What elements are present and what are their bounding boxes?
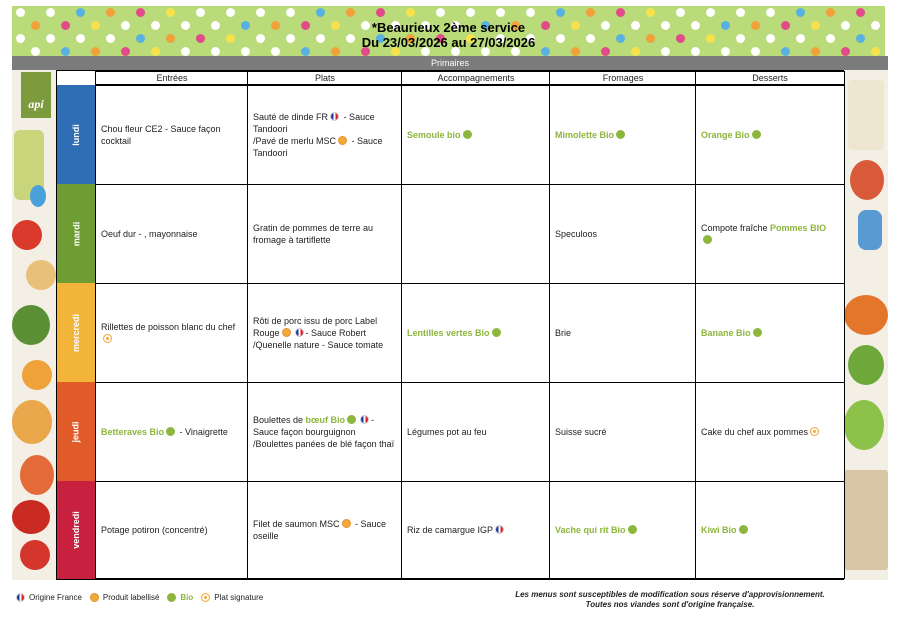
plat-signature-icon <box>103 334 112 343</box>
banner-dot <box>376 8 385 17</box>
banner-dot <box>226 8 235 17</box>
banner-dot <box>286 8 295 17</box>
banner-dot <box>166 8 175 17</box>
label-icon <box>342 519 351 528</box>
col-head-desserts: Desserts <box>695 71 845 85</box>
banner-dot <box>676 8 685 17</box>
label-icon <box>282 328 291 337</box>
day-mercredi: mercredi <box>57 283 95 382</box>
jeudi-plat: Boulettes de bœuf Bio - Sauce façon bourguignon /Boulettes panées de blé façon thaï <box>247 382 403 482</box>
section-label: Primaires <box>12 56 888 70</box>
label-icon <box>90 593 99 602</box>
mercredi-plat: Rôti de porc issu de porc Label Rouge - Sauce Robert /Quenelle nature - Sauce tomate <box>247 283 403 383</box>
banner-dot <box>76 8 85 17</box>
col-head-plats: Plats <box>247 71 403 85</box>
banner-dot <box>256 8 265 17</box>
lundi-entree: Chou fleur CE2 - Sauce façon cocktail <box>95 85 249 185</box>
banner-dot <box>16 8 25 17</box>
day-jeudi: jeudi <box>57 382 95 481</box>
jeudi-accompagnement: Légumes pot au feu <box>401 382 551 482</box>
origine-france-icon <box>330 112 339 121</box>
banner-dot <box>646 8 655 17</box>
banner-dot <box>106 8 115 17</box>
day-mardi: mardi <box>57 184 95 283</box>
col-head-fromages: Fromages <box>549 71 697 85</box>
banner-dot <box>616 8 625 17</box>
banner-dot <box>556 8 565 17</box>
left-decoration <box>12 70 56 580</box>
banner-dot <box>736 8 745 17</box>
jeudi-entree: Betteraves Bio - Vinaigrette <box>95 382 249 482</box>
banner-dot <box>316 8 325 17</box>
bio-icon <box>167 593 176 602</box>
lundi-plat: Sauté de dinde FR - Sauce Tandoori /Pavé de merlu MSC - Sauce Tandoori <box>247 85 403 185</box>
legend-signature: Plat signature <box>214 593 264 602</box>
right-decoration <box>844 70 888 580</box>
mardi-fromage: Speculoos <box>549 184 697 284</box>
jeudi-fromage: Suisse sucré <box>549 382 697 482</box>
label-icon <box>338 136 347 145</box>
mercredi-entree: Rillettes de poisson blanc du chef <box>95 283 249 383</box>
mardi-plat: Gratin de pommes de terre au fromage à tartiflette <box>247 184 403 284</box>
mercredi-accompagnement: Lentilles vertes Bio <box>401 283 551 383</box>
lundi-fromage: Mimolette Bio <box>549 85 697 185</box>
api-logo: api <box>21 72 51 118</box>
banner-dot <box>856 8 865 17</box>
mercredi-fromage: Brie <box>549 283 697 383</box>
banner-dot <box>466 8 475 17</box>
vendredi-accompagnement: Riz de camargue IGP <box>401 481 551 579</box>
col-head-entrees: Entrées <box>95 71 249 85</box>
banner-dot <box>406 8 415 17</box>
banner-dot <box>136 8 145 17</box>
legend-bio: Bio <box>180 593 194 602</box>
banner-dot <box>46 8 55 17</box>
lundi-accompagnement: Semoule bio <box>401 85 551 185</box>
banner-dot <box>496 8 505 17</box>
menu-title: *Beaurieux 2ème service <box>371 20 526 35</box>
mercredi-dessert: Banane Bio <box>695 283 845 383</box>
day-vendredi: vendredi <box>57 481 95 579</box>
vendredi-dessert: Kiwi Bio <box>695 481 845 579</box>
bio-icon <box>752 130 761 139</box>
vendredi-plat: Filet de saumon MSC - Sauce oseille <box>247 481 403 579</box>
bio-icon <box>463 130 472 139</box>
origine-france-icon <box>495 525 504 534</box>
bio-icon <box>753 328 762 337</box>
banner-dot <box>196 8 205 17</box>
plat-signature-icon <box>201 593 210 602</box>
bio-icon <box>166 427 175 436</box>
header-banner <box>12 6 885 56</box>
vendredi-fromage: Vache qui rit Bio <box>549 481 697 579</box>
bio-icon <box>628 525 637 534</box>
banner-dot <box>346 8 355 17</box>
banner-dot <box>826 8 835 17</box>
origine-france-icon <box>16 593 25 602</box>
plat-signature-icon <box>810 427 819 436</box>
menu-dates: Du 23/03/2026 au 27/03/2026 <box>361 35 536 50</box>
banner-dot <box>766 8 775 17</box>
bio-icon <box>616 130 625 139</box>
jeudi-dessert: Cake du chef aux pommes <box>695 382 845 482</box>
mardi-dessert: Compote fraîche Pommes BIO <box>695 184 845 284</box>
bio-icon <box>492 328 501 337</box>
legend-label: Produit labellisé <box>102 593 160 602</box>
origine-france-icon <box>295 328 304 337</box>
footer-note <box>470 590 870 610</box>
bio-icon <box>739 525 748 534</box>
banner-dot <box>526 8 535 17</box>
vendredi-entree: Potage potiron (concentré) <box>95 481 249 579</box>
banner-dot <box>586 8 595 17</box>
origine-france-icon <box>360 415 369 424</box>
footer-note-line1: Les menus sont susceptibles de modification sous réserve d'approvisionnement. <box>515 590 825 599</box>
col-head-accompagnements: Accompagnements <box>401 71 551 85</box>
legend-origine: Origine France <box>29 593 82 602</box>
banner-dot <box>436 8 445 17</box>
menu-grid <box>56 70 844 580</box>
banner-dot <box>706 8 715 17</box>
banner-dot <box>796 8 805 17</box>
bio-icon <box>347 415 356 424</box>
lundi-dessert: Orange Bio <box>695 85 845 185</box>
mardi-entree: Oeuf dur - , mayonnaise <box>95 184 249 284</box>
day-lundi: lundi <box>57 85 95 184</box>
bio-icon <box>703 235 712 244</box>
footer-note-line2: Toutes nos viandes sont d'origine française. <box>585 600 755 609</box>
legend <box>14 593 267 602</box>
mardi-accompagnement <box>401 184 551 284</box>
